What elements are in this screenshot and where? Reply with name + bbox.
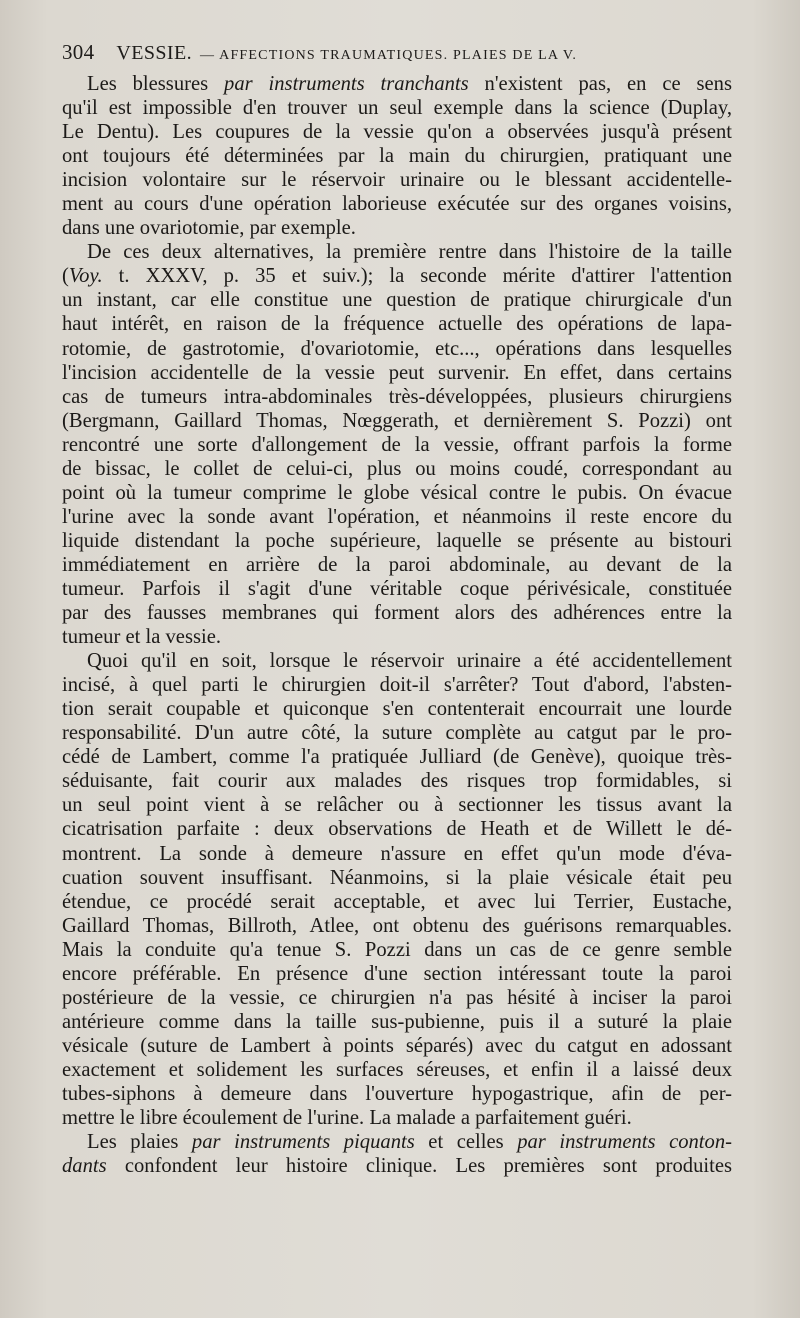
text-line: dans une ovariotomie, par exemple. xyxy=(62,217,356,240)
italic-text: par instruments conton- xyxy=(517,1131,732,1154)
text-line: cas de tumeurs intra-abdominales très-développées, plusieurs chirurgiens xyxy=(62,385,732,408)
text-line: montrent. La sonde à demeure n'assure en effet qu'un mode d'éva- xyxy=(62,842,732,865)
italic-text: par instruments piquants xyxy=(191,1131,415,1154)
text-line: Les plaies par instruments piquants et celles par instruments conton- xyxy=(87,1131,732,1154)
text-line: tumeur et la vessie. xyxy=(62,626,221,649)
italic-text: Voy. xyxy=(68,265,103,288)
text-line: séduisante, fait courir aux malades des risques trop formidables, si xyxy=(62,770,732,793)
text-line: mettre le libre écoulement de l'urine. La malade a parfaitement guéri. xyxy=(62,1107,632,1130)
text-line: encore préférable. En présence d'une section intéressant toute la paroi xyxy=(62,962,732,985)
text-line: vésicale (suture de Lambert à points séparés) avec du catgut en adossant xyxy=(62,1034,732,1057)
italic-text: par instruments tranchants xyxy=(224,73,469,95)
text-line: l'urine avec la sonde avant l'opération, et néanmoins il reste encore du xyxy=(62,505,732,528)
paragraph xyxy=(62,240,732,649)
paragraph xyxy=(62,649,732,1130)
text-line: incision volontaire sur le réservoir urinaire ou le blessant accidentelle- xyxy=(62,169,732,192)
text-line: (Voy. t. XXXV, p. 35 et suiv.); la seconde mérite d'attirer l'attention xyxy=(62,265,732,288)
text-line: postérieure de la vessie, ce chirurgien n'a pas hésité à inciser la paroi xyxy=(62,986,732,1009)
paragraph xyxy=(62,1130,732,1178)
text-line: l'incision accidentelle de la vessie peut survenir. En effet, dans certains xyxy=(62,361,732,384)
text-line: un seul point vient à se relâcher ou à sectionner les tissus avant la xyxy=(62,794,732,817)
text-line: Le Dentu). Les coupures de la vessie qu'on a observées jusqu'à présent xyxy=(62,121,732,144)
text-line: Gaillard Thomas, Billroth, Atlee, ont obtenu des guérisons remarquables. xyxy=(62,914,732,937)
text-line: Mais la conduite qu'a tenue S. Pozzi dans un cas de ce genre semble xyxy=(62,938,732,961)
text-line: rencontré une sorte d'allongement de la vessie, offrant parfois la forme xyxy=(62,433,732,456)
text-line: dants confondent leur histoire clinique. Les premières sont produites xyxy=(62,1155,732,1178)
text-line: (Bergmann, Gaillard Thomas, Nœggerath, et dernièrement S. Pozzi) ont xyxy=(62,409,732,432)
text-line: incisé, à quel parti le chirurgien doit-il s'arrêter? Tout d'abord, l'absten- xyxy=(62,674,732,697)
italic-text: dants xyxy=(62,1155,107,1178)
text-line: ont toujours été déterminées par la main du chirurgien, pratiquant une xyxy=(62,145,732,168)
body-text xyxy=(62,72,732,1178)
text-line: Les blessures par instruments tranchants n'existent pas, en ce sens xyxy=(87,73,732,95)
running-header xyxy=(62,40,742,66)
text-line: tion serait coupable et quiconque s'en contenterait encourrait une lourde xyxy=(62,698,732,721)
text-line: responsabilité. D'un autre côté, la suture complète au catgut par le pro- xyxy=(62,722,732,745)
running-subtitle: — AFFECTIONS TRAUMATIQUES. PLAIES DE LA V. xyxy=(200,48,578,63)
text-line: haut intérêt, en raison de la fréquence actuelle des opérations de lapa- xyxy=(62,313,732,336)
text-line: étendue, ce procédé serait acceptable, et avec lui Terrier, Eustache, xyxy=(62,890,732,913)
text-line: ment au cours d'une opération laborieuse exécutée sur des organes voisins, xyxy=(62,193,732,216)
text-line: Quoi qu'il en soit, lorsque le réservoir urinaire a été accidentellement xyxy=(87,650,732,673)
running-title: VESSIE. xyxy=(116,42,192,64)
text-line: un instant, car elle constitue une question de pratique chirurgicale d'un xyxy=(62,289,732,312)
text-line: cuation souvent insuffisant. Néanmoins, si la plaie vésicale était peu xyxy=(62,866,732,889)
text-line: immédiatement en arrière de la paroi abdominale, au devant de la xyxy=(62,553,732,576)
text-line: de bissac, le collet de celui-ci, plus ou moins coudé, correspondant au xyxy=(62,457,732,480)
text-line: par des fausses membranes qui forment alors des adhérences entre la xyxy=(62,602,732,625)
text-line: tumeur. Parfois il s'agit d'une véritable coque périvésicale, constituée xyxy=(62,577,732,600)
text-line: exactement et solidement les surfaces séreuses, et enfin il a laissé deux xyxy=(62,1058,732,1081)
paragraph xyxy=(62,72,732,240)
text-line: rotomie, de gastrotomie, d'ovariotomie, etc..., opérations dans lesquelles xyxy=(62,337,732,360)
text-line: point où la tumeur comprime le globe vésical contre le pubis. On évacue xyxy=(62,481,732,504)
text-line: De ces deux alternatives, la première rentre dans l'histoire de la taille xyxy=(87,241,732,264)
text-line: tubes-siphons à demeure dans l'ouverture hypogastrique, afin de per- xyxy=(62,1082,732,1105)
text-line: qu'il est impossible d'en trouver un seul exemple dans la science (Duplay, xyxy=(62,97,732,120)
page-number: 304 xyxy=(62,40,95,64)
text-line: antérieure comme dans la taille sus-pubienne, puis il a suturé la plaie xyxy=(62,1010,732,1033)
text-line: cicatrisation parfaite : deux observations de Heath et de Willett le dé- xyxy=(62,818,732,841)
text-line: cédé de Lambert, comme l'a pratiquée Julliard (de Genève), quoique très- xyxy=(62,746,732,769)
text-line: liquide distendant la poche supérieure, laquelle se présente au bistouri xyxy=(62,529,732,552)
